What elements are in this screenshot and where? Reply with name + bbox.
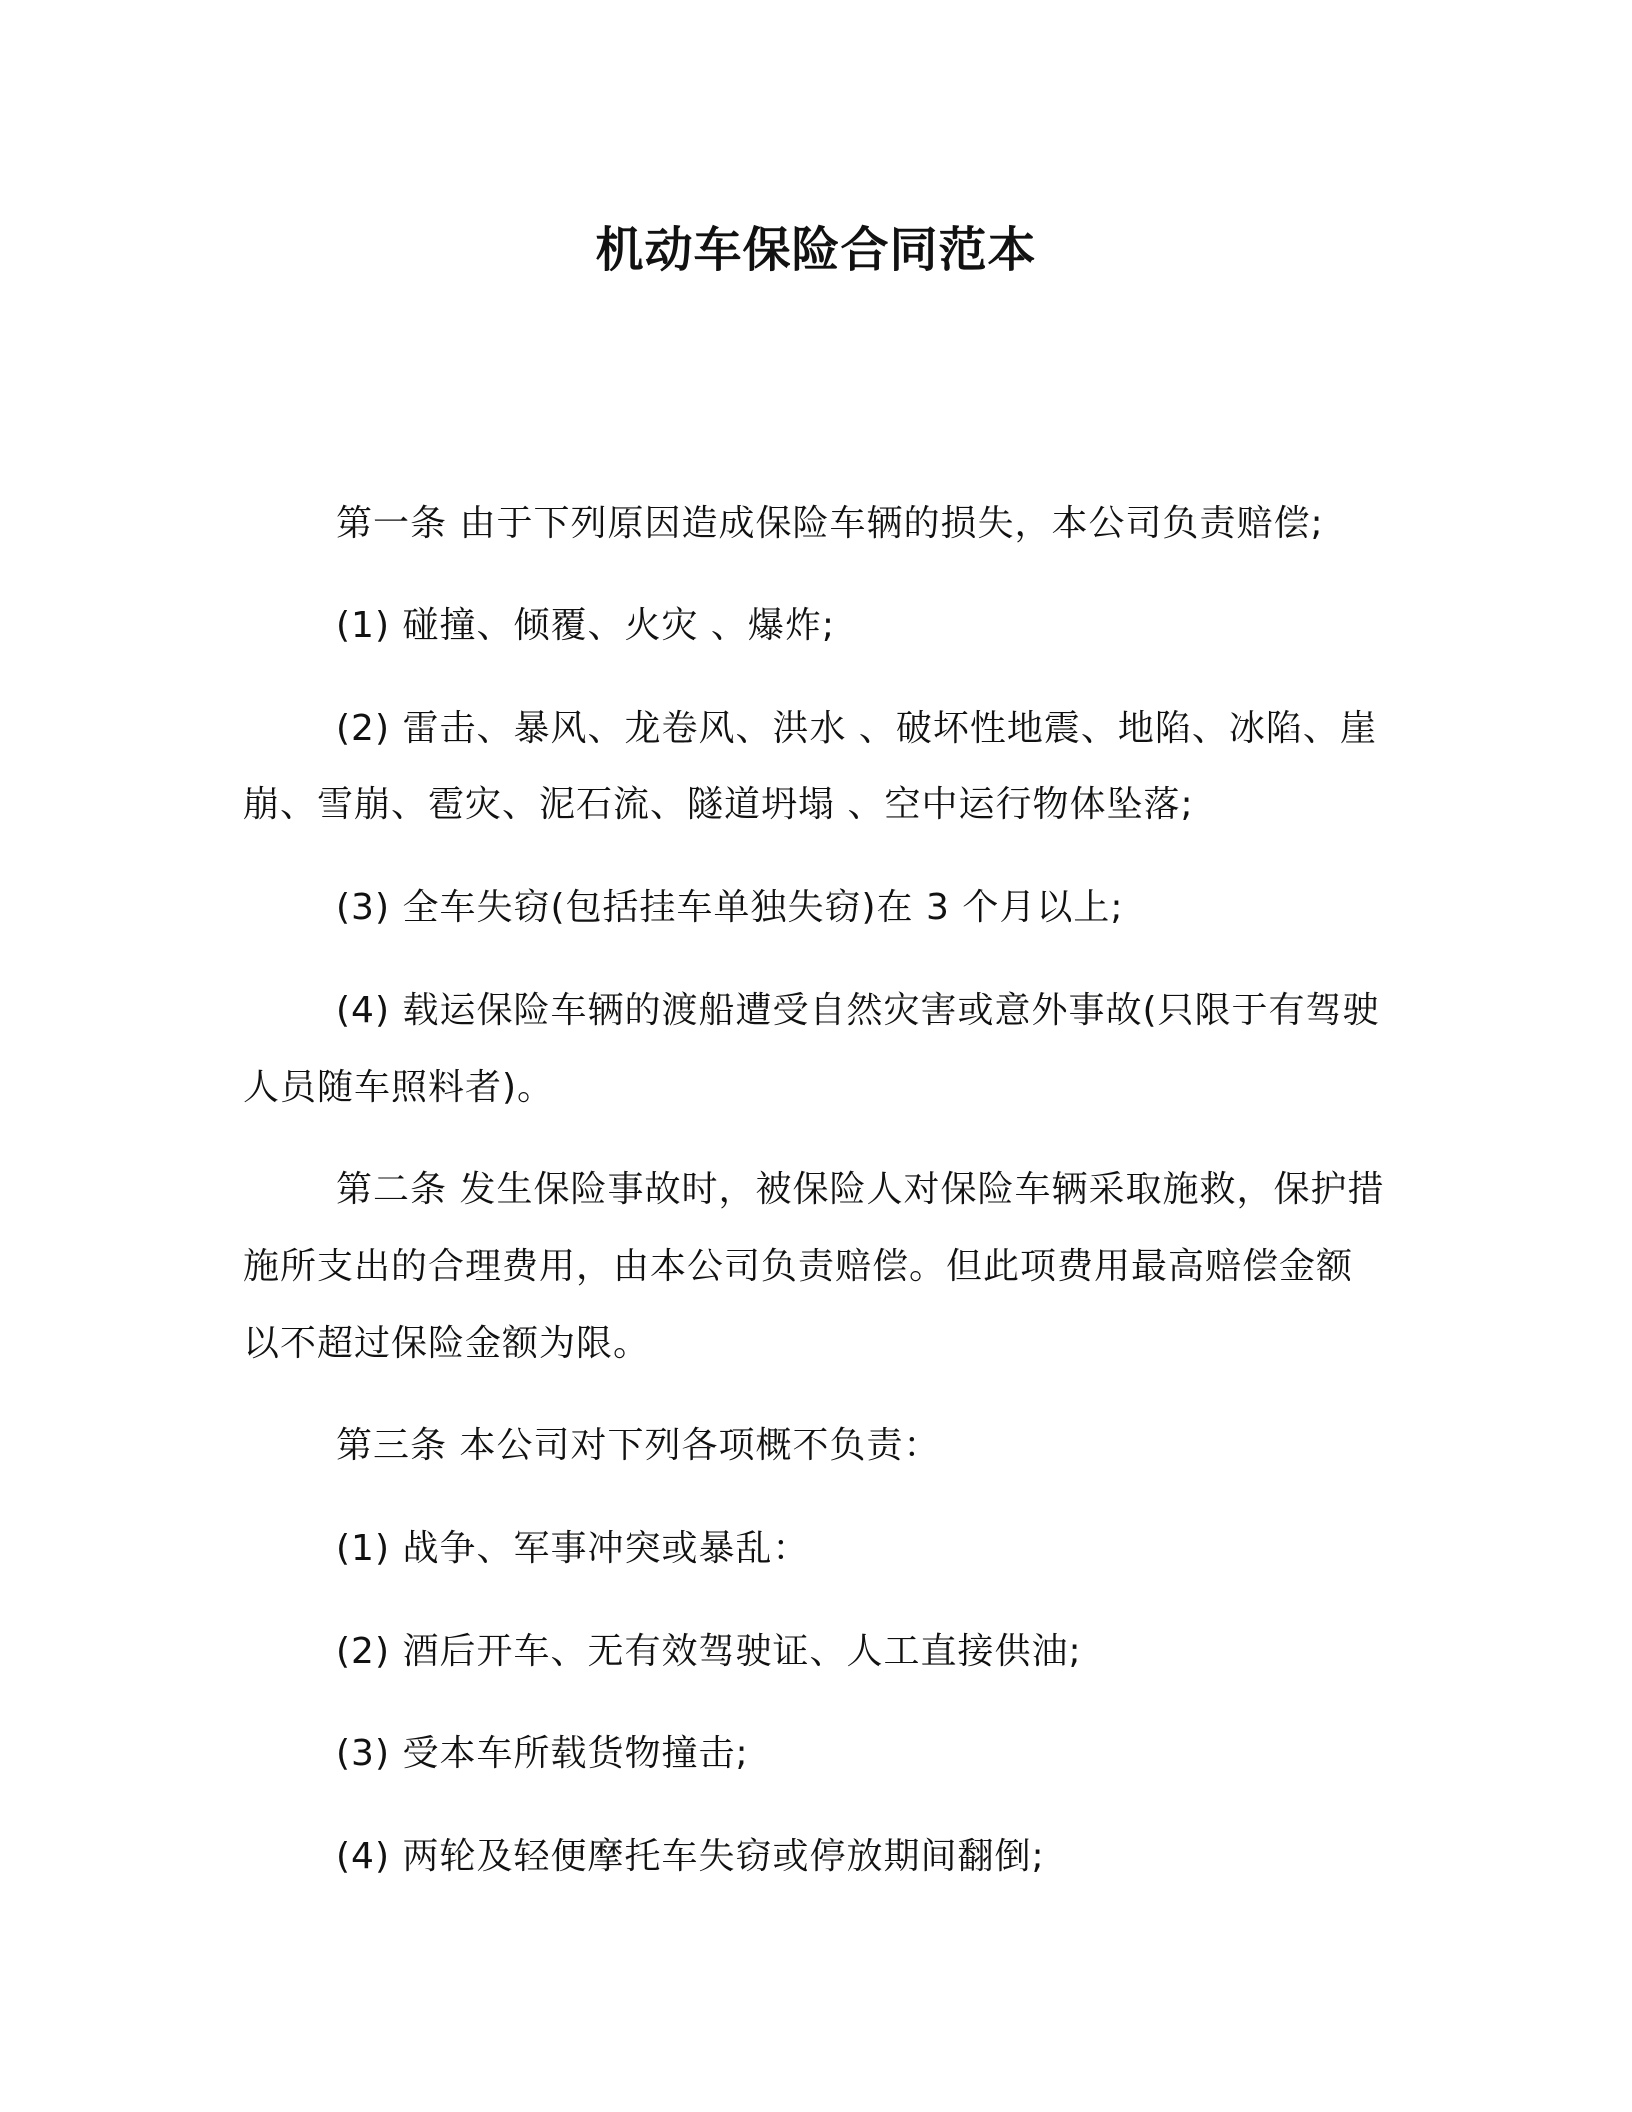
article-1-item-2-line-2: 崩、雪崩、雹灾、泥石流、隧道坍塌 、空中运行物体坠落; [243,784,1194,825]
document-title: 机动车保险合同范本 [595,222,1037,278]
article-3-item-2: (2) 酒后开车、无有效驾驶证、人工直接供油; [336,1631,1082,1672]
article-1-item-1: (1) 碰撞、倾覆、火灾 、爆炸; [336,605,836,646]
article-3-item-1: (1) 战争、军事冲突或暴乱： [336,1528,810,1569]
article-1-item-4-line-1: (4) 载运保险车辆的渡船遭受自然灾害或意外事故(只限于有驾驶 [336,990,1380,1031]
article-3-item-3: (3) 受本车所载货物撞击; [336,1733,749,1774]
article-2-line-1: 第二条 发生保险事故时，被保险人对保险车辆采取施救，保护措 [336,1169,1385,1210]
article-1-item-3: (3) 全车失窃(包括挂车单独失窃)在 3 个月以上; [336,887,1124,928]
article-2-line-3: 以不超过保险金额为限。 [243,1323,651,1364]
article-1-heading: 第一条 由于下列原因造成保险车辆的损失，本公司负责赔偿; [336,503,1324,544]
article-1-item-4-line-2: 人员随车照料者)。 [243,1067,555,1108]
article-3-item-4: (4) 两轮及轻便摩托车失窃或停放期间翻倒; [336,1836,1045,1877]
article-2-line-2: 施所支出的合理费用，由本公司负责赔偿。但此项费用最高赔偿金额 [243,1246,1354,1287]
article-3-heading: 第三条 本公司对下列各项概不负责： [336,1425,941,1466]
article-1-item-2-line-1: (2) 雷击、暴风、龙卷风、洪水 、破坏性地震、地陷、冰陷、崖 [336,708,1377,749]
